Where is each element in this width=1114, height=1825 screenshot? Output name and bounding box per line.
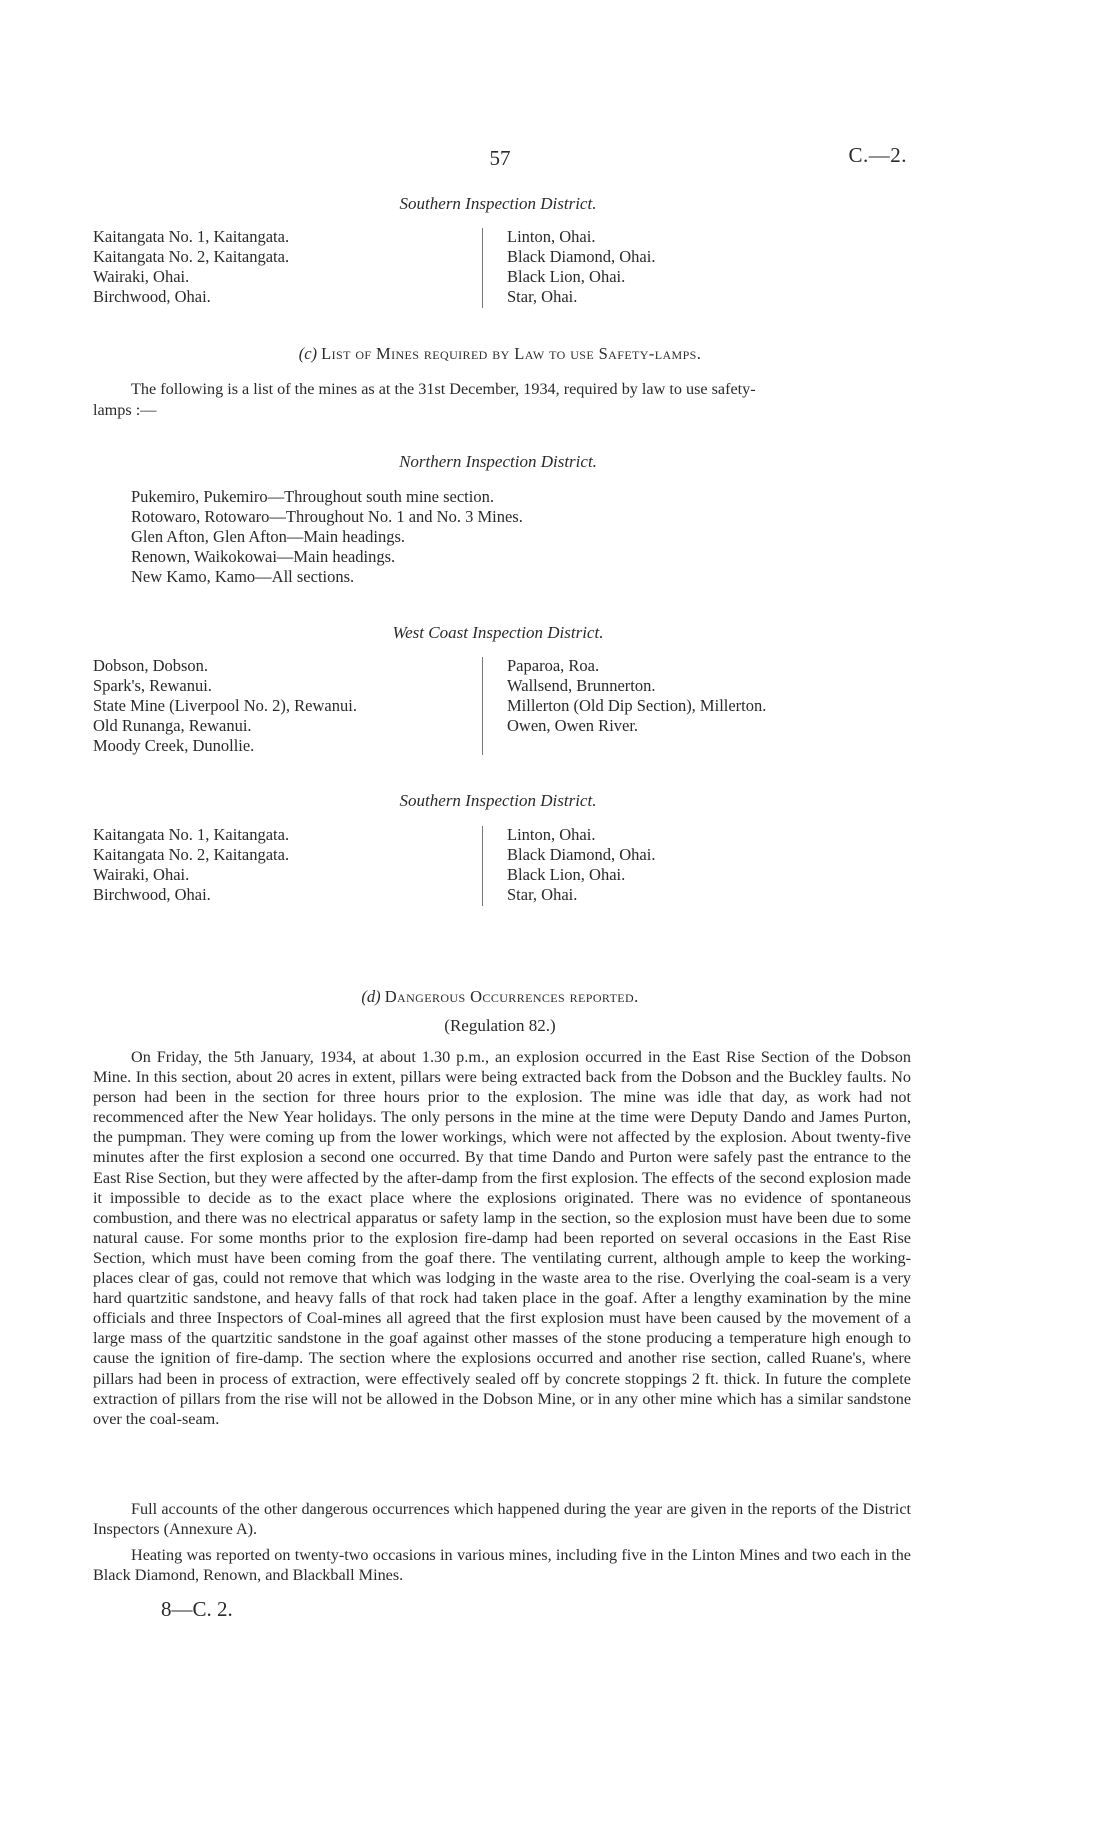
west-coast-district-title: West Coast Inspection District. <box>392 623 604 642</box>
list-item: Kaitangata No. 1, Kaitangata. <box>93 825 290 844</box>
list-item: Black Lion, Ohai. <box>507 267 626 286</box>
list-item: Millerton (Old Dip Section), Millerton. <box>507 696 767 715</box>
paragraph: Heating was reported on twenty-two occasions in various mines, including five in the Linton Mines and two each in the Black Diamond, Renown, and Blackball Mines. <box>93 1546 911 1585</box>
southern-bottom-right-list <box>507 825 655 905</box>
list-item: Wallsend, Brunnerton. <box>507 676 656 695</box>
list-item: Paparoa, Roa. <box>507 656 600 675</box>
signature-mark: 8—C. 2. <box>161 1597 233 1621</box>
list-item: Black Diamond, Ohai. <box>507 845 656 864</box>
west-coast-right-list <box>507 656 766 736</box>
southern-bottom-left-list <box>93 825 289 905</box>
list-item: Kaitangata No. 2, Kaitangata. <box>93 845 290 864</box>
paragraph: Full accounts of the other dangerous occurrences which happened during the year are given in the reports of the District Inspectors (Annexure A). <box>93 1500 911 1539</box>
list-item: Moody Creek, Dunollie. <box>93 736 255 755</box>
section-label: (d) <box>361 987 381 1006</box>
list-item: State Mine (Liverpool No. 2), Rewanui. <box>93 696 357 715</box>
southern-top-left-list <box>93 227 289 307</box>
list-item: Dobson, Dobson. <box>93 656 209 675</box>
list-item: Birchwood, Ohai. <box>93 885 211 904</box>
west-coast-left-list <box>93 656 357 756</box>
list-item: Birchwood, Ohai. <box>93 287 211 306</box>
column-divider <box>482 657 483 755</box>
list-item: Wairaki, Ohai. <box>93 865 190 884</box>
northern-district-title: Northern Inspection District. <box>399 452 597 471</box>
list-item: Black Lion, Ohai. <box>507 865 626 884</box>
list-item: Renown, Waikokowai—Main headings. <box>131 547 396 566</box>
section-title: List of Mines required by Law to use Safety-lamps. <box>321 344 702 363</box>
list-item: Old Runanga, Rewanui. <box>93 716 252 735</box>
section-c-heading <box>0 344 1000 364</box>
list-item: Linton, Ohai. <box>507 227 596 246</box>
regulation-reference: (Regulation 82.) <box>444 1016 556 1035</box>
section-title: Dangerous Occurrences reported. <box>384 987 639 1006</box>
section-d-heading <box>0 987 1000 1007</box>
southern-top-right-list <box>507 227 655 307</box>
southern-district-title: Southern Inspection District. <box>399 791 597 810</box>
list-item: Black Diamond, Ohai. <box>507 247 656 266</box>
column-divider <box>482 228 483 308</box>
list-item: Wairaki, Ohai. <box>93 267 190 286</box>
column-divider <box>482 826 483 906</box>
list-item: Pukemiro, Pukemiro—Throughout south mine section. <box>131 487 494 506</box>
document-code: C.—2. <box>848 143 907 167</box>
page-number: 57 <box>489 146 511 170</box>
southern-district-title: Southern Inspection District. <box>399 194 597 213</box>
section-label: (c) <box>298 344 318 363</box>
list-item: Kaitangata No. 2, Kaitangata. <box>93 247 290 266</box>
list-item: Spark's, Rewanui. <box>93 676 212 695</box>
list-item: Star, Ohai. <box>507 287 578 306</box>
paragraph: On Friday, the 5th January, 1934, at about 1.30 p.m., an explosion occurred in the East Rise Section of the Dobson Mine. In this section, about 20 acres in extent, pillars were being extracted back from the Dobson and the Buckley faults. No person had been in the section for three hours prior to the explosion. The mine was idle that day, as work had not recommenced after the New Year holidays. The only persons in the mine at the time were Deputy Dando and James Purton, the pumpman. They were coming up from the lower workings, which were not affected by the explosion. About twenty-five minutes after the first explosion a second one occurred. By that time Dando and Purton were safely past the entrance to the East Rise Section, but they were affected by the after-damp from the first explosion. The effects of the second explosion made it impossible to decide as to the exact place where the explosions originated. There was no evidence of spontaneous combustion, and there was no electrical apparatus or safety lamp in the section, so the explosion must have been due to some natural cause. For some months prior to the explosion fire-damp had been reported on several occasions in the East Rise Section, which must have been coming from the goaf there. The ventilating current, although ample to keep the working-places clear of gas, could not remove that which was lodging in the waste area to the rise. Overlying the coal-seam is a very hard quartzitic sandstone, and heavy falls of that rock had taken place in the goaf. After a lengthy examination by the mine officials and three Inspectors of Coal-mines all agreed that the first explosion must have been caused by the movement of a large mass of the quartzitic sandstone in the goaf against other masses of the stone producing a temperature high enough to cause the ignition of fire-damp. The section where the explosions occurred and another rise section, called Ruane's, where pillars had been in process of extraction, were effectively sealed off by concrete stoppings 2 ft. thick. In future the complete extraction of pillars from the rise will not be allowed in the Dobson Mine, or in any other mine which has a similar sandstone over the coal-seam. <box>93 1048 911 1428</box>
list-item: Rotowaro, Rotowaro—Throughout No. 1 and No. 3 Mines. <box>131 507 523 526</box>
list-item: Star, Ohai. <box>507 885 578 904</box>
northern-list <box>131 487 523 587</box>
list-item: Kaitangata No. 1, Kaitangata. <box>93 227 290 246</box>
list-item: Owen, Owen River. <box>507 716 639 735</box>
section-c-intro: The following is a list of the mines as at the 31st December, 1934, required by law to use safety- lamps :— <box>93 380 756 419</box>
list-item: Linton, Ohai. <box>507 825 596 844</box>
list-item: New Kamo, Kamo—All sections. <box>131 567 355 586</box>
list-item: Glen Afton, Glen Afton—Main headings. <box>131 527 406 546</box>
